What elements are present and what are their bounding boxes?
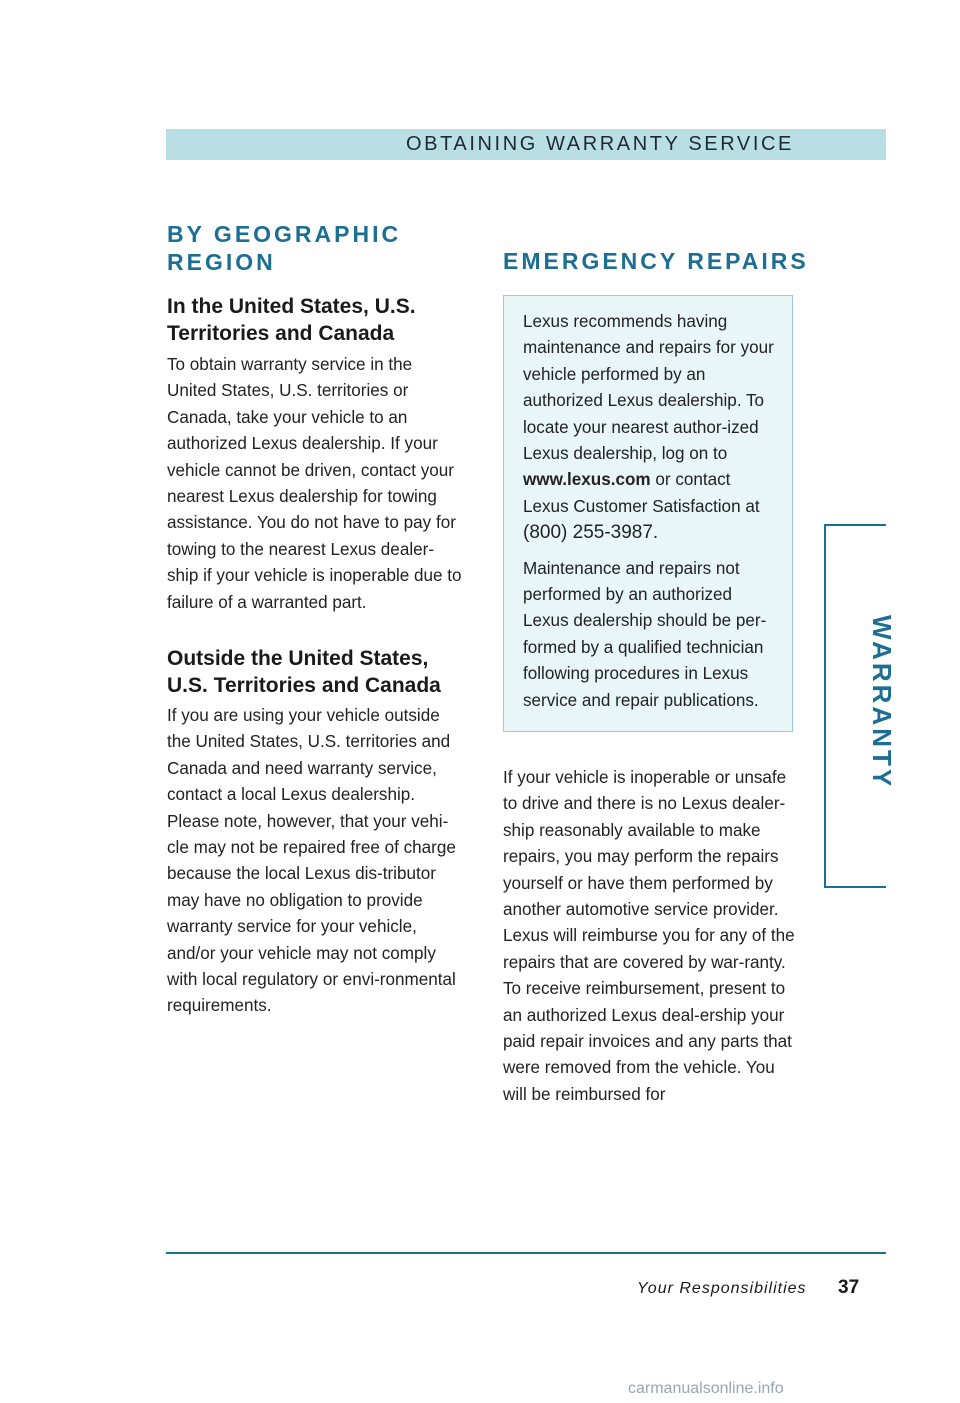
section-banner (166, 129, 886, 160)
lexus-website-link[interactable]: www.lexus.com (523, 470, 651, 490)
watermark: carmanualsonline.info (628, 1380, 784, 1397)
heading-line: BY GEOGRAPHIC (167, 221, 402, 247)
paragraph-emergency-repairs: If your vehicle is inoperable or unsafe to drive and there is no Lexus dealer-ship reasonably available to make repairs, you may perform the repairs yourself or have them performed by another automotive service provider. Lexus will reimburse you for any of the repairs that are covered by war-ranty. To receive reimbursement, present to an authorized Lexus deal-ership your paid repair invoices and any parts that were removed from the vehicle. You will be reimbursed for (503, 768, 795, 1104)
heading-line: REGION (167, 249, 276, 275)
heading-by-geographic-region (167, 220, 457, 276)
banner-title: OBTAINING WARRANTY SERVICE (405, 133, 794, 155)
subheading-us-canada (167, 293, 467, 347)
customer-satisfaction-phone: (800) 255-3987. (523, 522, 659, 544)
subheading-outside-us (167, 645, 467, 699)
subheading-line: U.S. Territories and Canada (167, 674, 441, 697)
paragraph-us-canada: To obtain warranty service in the United States, U.S. territories or Canada, take your vehicle to an authorized Lexus dealership. If your vehicle cannot be driven, contact your nearest Lexus dealership for towing assistance. You do not have to pay for towing to the nearest Lexus dealer-ship if your vehicle is inoperable due to failure of a warranted part. (167, 355, 462, 612)
side-tab-label: WARRANTY (867, 615, 897, 790)
callout-text: or contact Lexus Customer Satisfaction at (523, 470, 760, 516)
callout-text: Lexus recommends having maintenance and repairs for your vehicle performed by an authorized Lexus dealership. To locate your nearest author-ized Lexus dealership, log on to (523, 312, 774, 464)
callout-paragraph (523, 309, 775, 547)
heading-emergency-repairs: EMERGENCY REPAIRS (503, 248, 809, 274)
page-number: 37 (838, 1277, 860, 1298)
footer-section-label: Your Responsibilities (637, 1280, 807, 1297)
footer-rule (166, 1252, 886, 1254)
subheading-line: Outside the United States, (167, 647, 429, 670)
callout-paragraph: Maintenance and repairs not performed by an authorized Lexus dealership should be per-formed by a qualified technician following procedures in Lexus service and repair publications. (523, 558, 767, 710)
subheading-line: Territories and Canada (167, 322, 395, 345)
info-callout-box (503, 295, 793, 732)
paragraph-outside-us: If you are using your vehicle outside the United States, U.S. territories and Canada and need warranty service, contact a local Lexus dealership. Please note, however, that your vehi-cle may not be repaired free of charge because the local Lexus dis-tributor may have no obligation to provide warranty service for your vehicle, and/or your vehicle may not comply with local regulatory or envi-ronmental requirements. (167, 706, 456, 1016)
subheading-line: In the United States, U.S. (167, 295, 416, 318)
